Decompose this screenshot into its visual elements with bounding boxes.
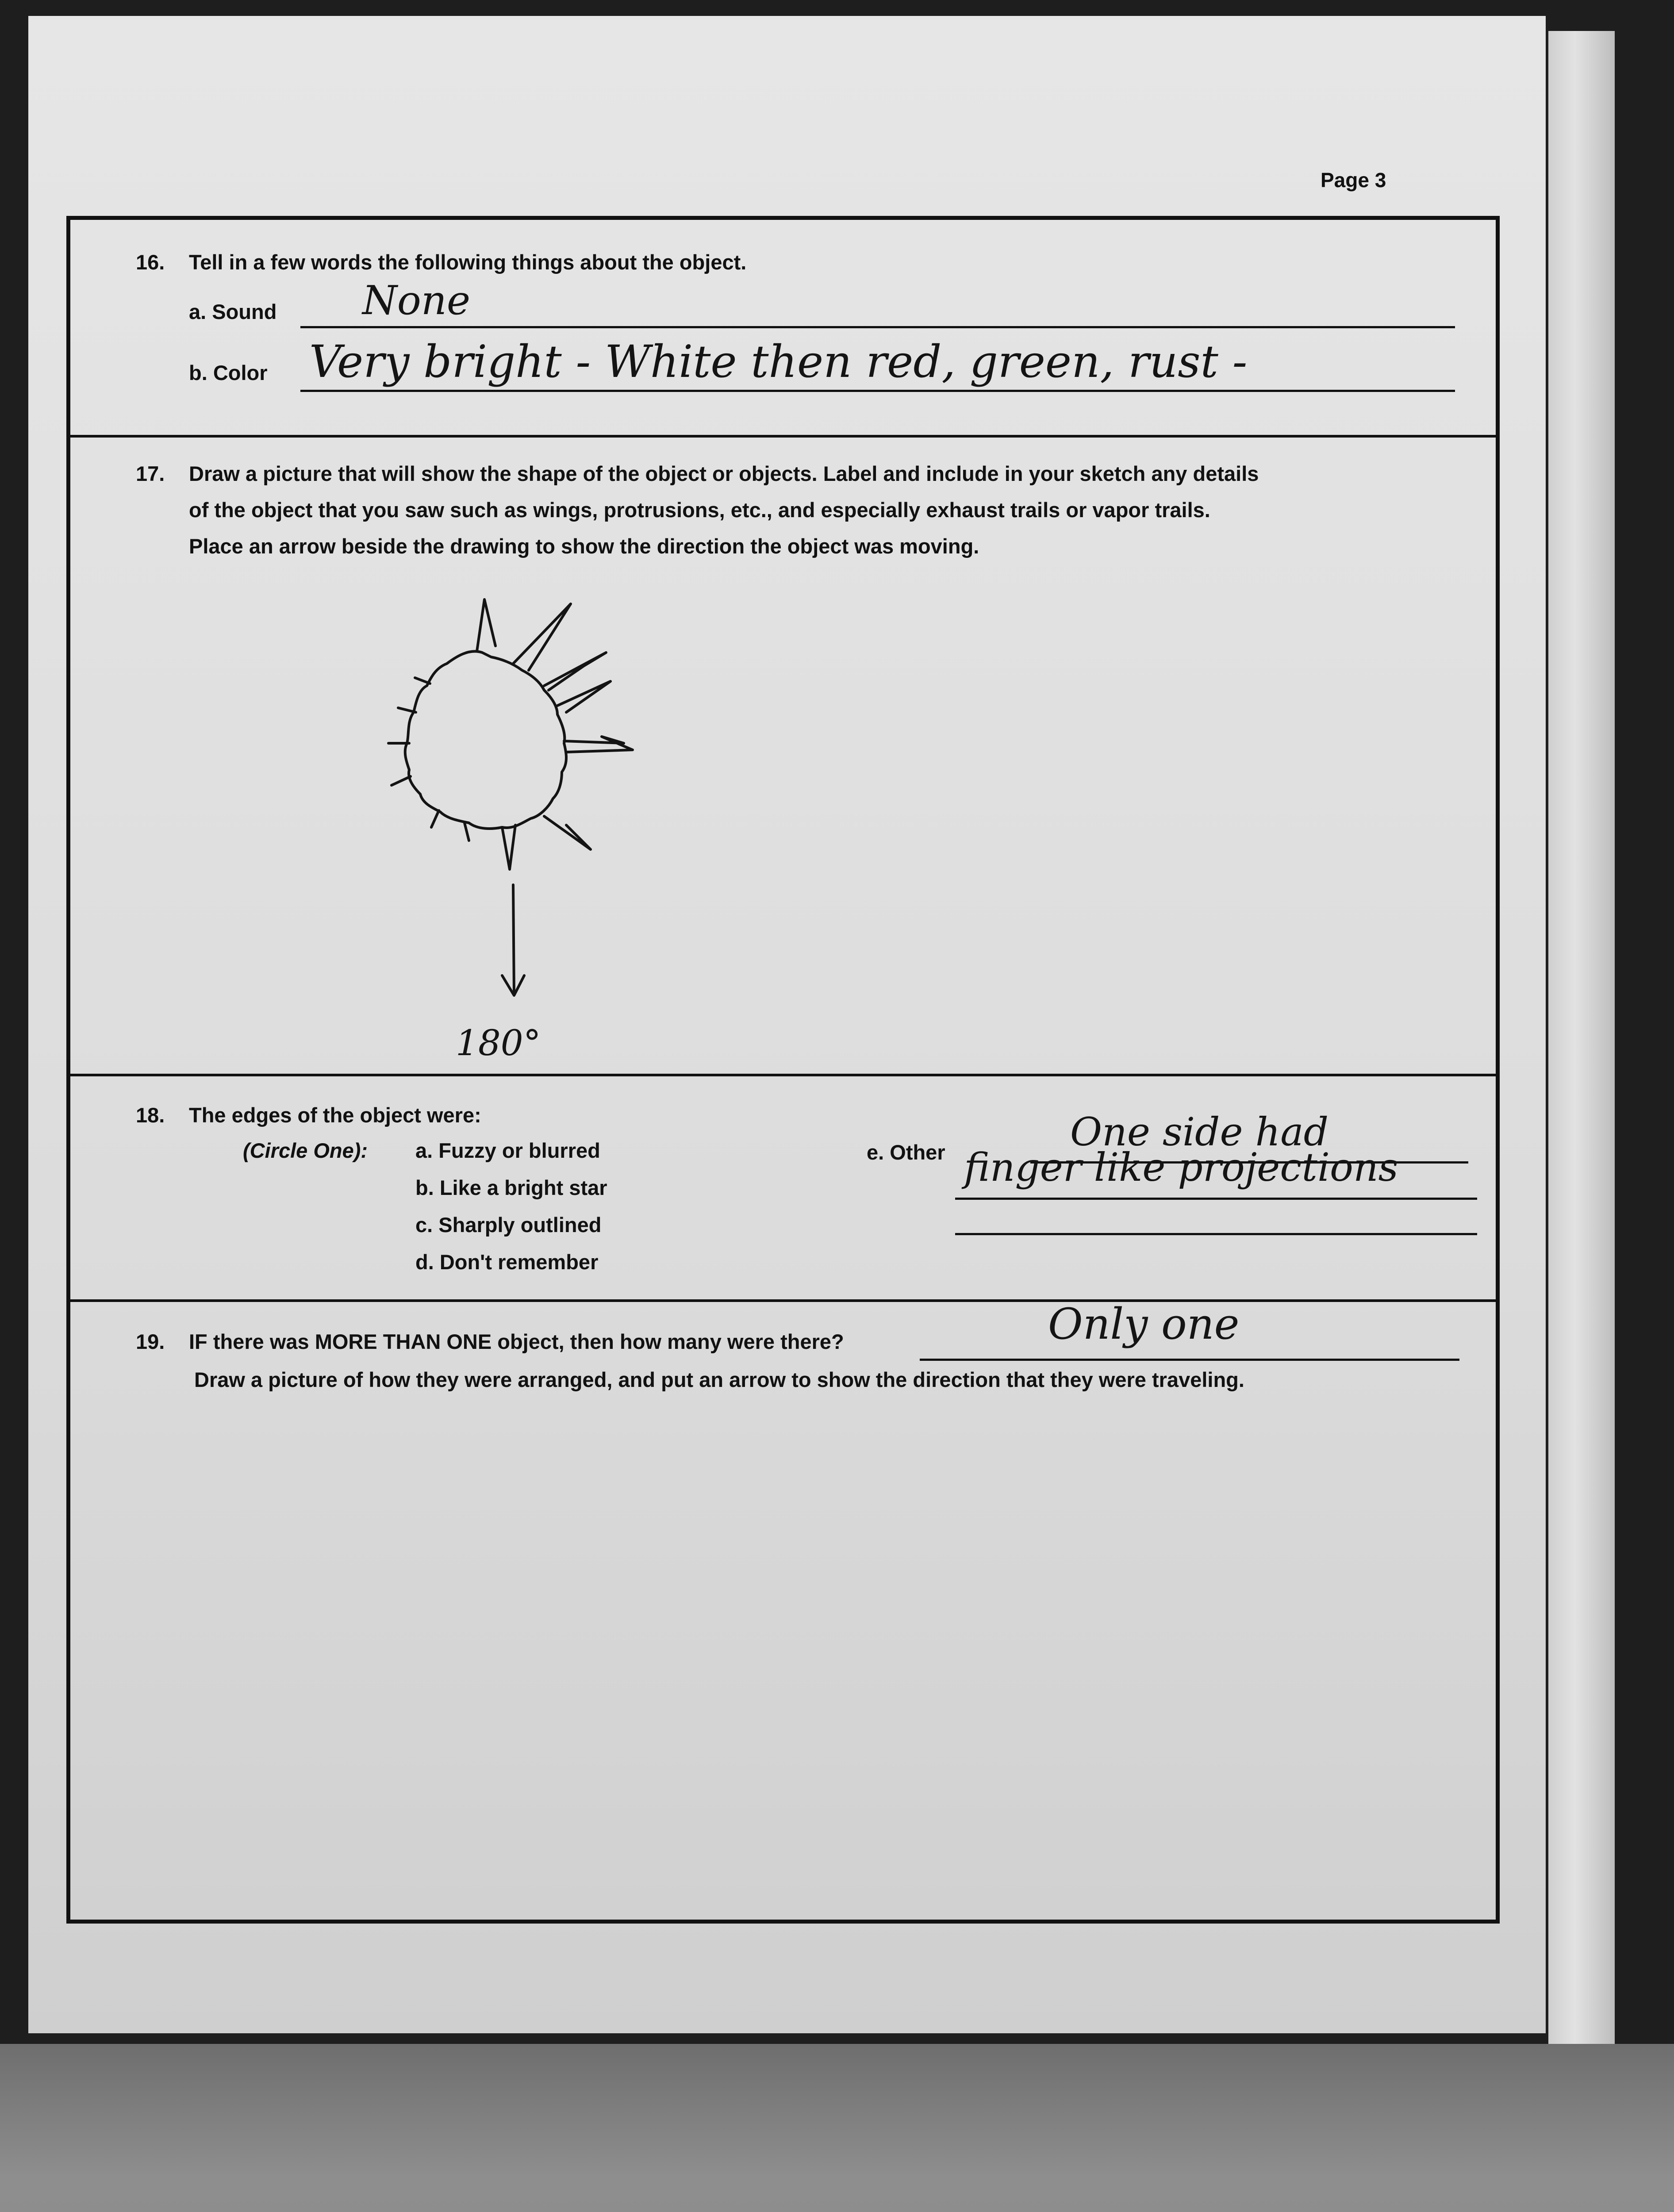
divider-16-17 [70,435,1496,438]
tick-left-5 [431,810,439,827]
form-box [66,216,1500,1924]
q16-color-label: b. Color [189,361,268,384]
q19-prompt: IF there was MORE THAN ONE object, then how many were there? [189,1330,844,1353]
spike-lower-right [544,816,591,849]
object-sketch [336,557,734,1071]
q16-sound-value: None [362,277,471,324]
q17-line3: Place an arrow beside the drawing to show the direction the object was moving. [189,534,979,558]
q18-option-c: c. Sharply outlined [415,1213,602,1237]
wisp-right-1 [544,653,606,690]
q16-color-line [300,390,1455,392]
spike-upper-right [513,604,571,670]
q19-number: 19. [136,1330,165,1353]
q16-color-value: Very bright - White then red, green, rust - [309,336,1248,388]
q18-other-label: e. Other [867,1141,945,1164]
q16-prompt: Tell in a few words the following things about the object. [189,250,747,274]
q18-instruction: (Circle One): [243,1139,368,1162]
q17-number: 17. [136,462,165,485]
scan-background [0,2044,1674,2212]
tick-left-1 [415,678,430,684]
q18-option-a: a. Fuzzy or blurred [415,1139,600,1162]
q18-option-d: d. Don't remember [415,1250,599,1274]
tick-left-6 [465,823,469,841]
q18-option-b: b. Like a bright star [415,1176,607,1199]
divider-17-18 [70,1074,1496,1076]
q18-number: 18. [136,1103,165,1127]
divider-18-19 [70,1299,1496,1302]
q19-answer: Only one [1048,1299,1240,1349]
wisp-right-2 [557,681,610,712]
q16-sound-line [300,326,1455,328]
q19-answer-line [920,1359,1459,1361]
spike-right [564,737,633,752]
page-edge [1548,31,1615,2066]
spike-top [477,599,495,651]
object-body [405,651,566,829]
q16-sound-label: a. Sound [189,300,277,323]
q16-number: 16. [136,250,165,274]
q17-line2: of the object that you saw such as wings, protrusions, etc., and especially exhaust trails or vapor trails. [189,498,1210,522]
tick-left-4 [392,776,411,785]
q17-line1: Draw a picture that will show the shape of the object or objects. Label and include in your sketch any details [189,462,1259,485]
q18-prompt: The edges of the object were: [189,1103,481,1127]
q18-other-line2: finger like projections [964,1144,1398,1190]
page-number: Page 3 [1321,169,1386,192]
sketch-annotation: 180° [456,1022,541,1064]
q18-other-line1: One side had [1070,1109,1329,1155]
q18-other-rule2 [955,1198,1477,1200]
q19-line2: Draw a picture of how they were arranged, and put an arrow to show the direction that they were traveling. [194,1368,1244,1391]
direction-arrow-shaft [513,885,514,993]
spike-bottom [502,825,515,869]
q18-other-rule3 [955,1233,1477,1235]
